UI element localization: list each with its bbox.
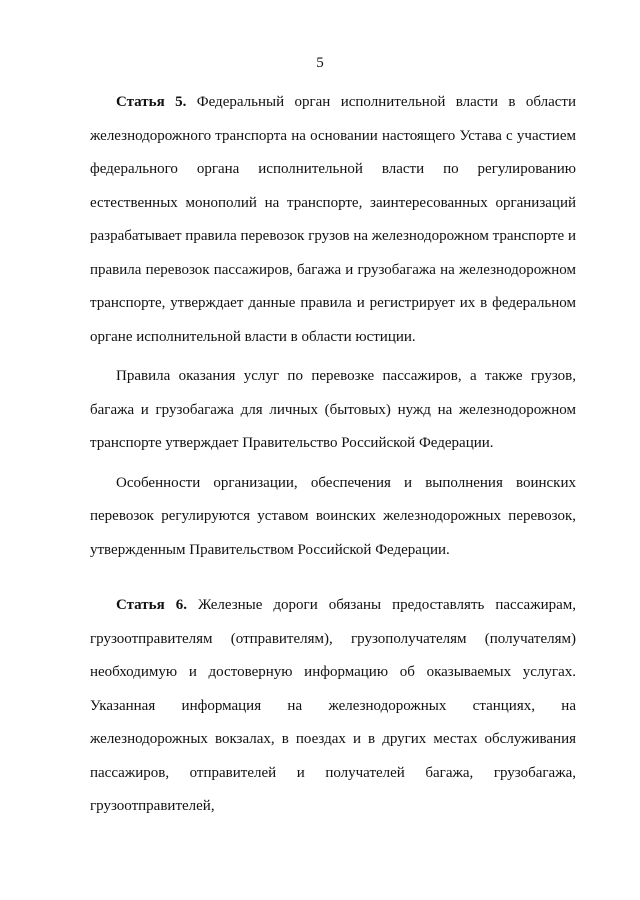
page-number: 5 bbox=[316, 55, 324, 71]
article-5-paragraph-1 bbox=[90, 86, 576, 354]
article-6-paragraph-1-text: Железные дороги обязаны предоставлять пассажирам, грузоотправителям (отправителям), грузополучателям (получателям) необходимую и достоверную информацию об оказываемых услугах. Указанная информация на железнодорожных станциях, на железнодорожных вокзалах, в поездах и в других местах обслуживания пассажиров, отправителей и получателей багажа, грузобагажа, грузоотправителей, bbox=[90, 597, 576, 814]
article-5-paragraph-2: Правила оказания услуг по перевозке пассажиров, а также грузов, багажа и грузобагажа для личных (бытовых) нужд на железнодорожном транспорте утверждает Правительство Российской Федерации. bbox=[90, 368, 576, 451]
article-6-paragraph-1 bbox=[90, 589, 576, 824]
article-5-heading: Статья 5. bbox=[116, 94, 187, 110]
article-6-heading: Статья 6. bbox=[116, 597, 187, 613]
article-5 bbox=[90, 86, 576, 573]
article-5-paragraph-3: Особенности организации, обеспечения и выполнения воинских перевозок регулируются уставом воинских железнодорожных перевозок, утвержденным Правительством Российской Федерации. bbox=[90, 474, 576, 558]
article-5-paragraph-1-text: Федеральный орган исполнительной власти в области железнодорожного транспорта на основании настоящего Устава с участием федерального органа исполнительной власти по регулированию естественных монополий на транспорте, заинтересованных организаций разрабатывает правила перевозок грузов на железнодорожном транспорте и правила перевозок пассажиров, багажа и грузобагажа на железнодорожном транспорте, утверждает данные правила и регистрирует их в федеральном органе исполнительной власти в области юстиции. bbox=[90, 94, 577, 345]
article-6 bbox=[90, 589, 576, 830]
